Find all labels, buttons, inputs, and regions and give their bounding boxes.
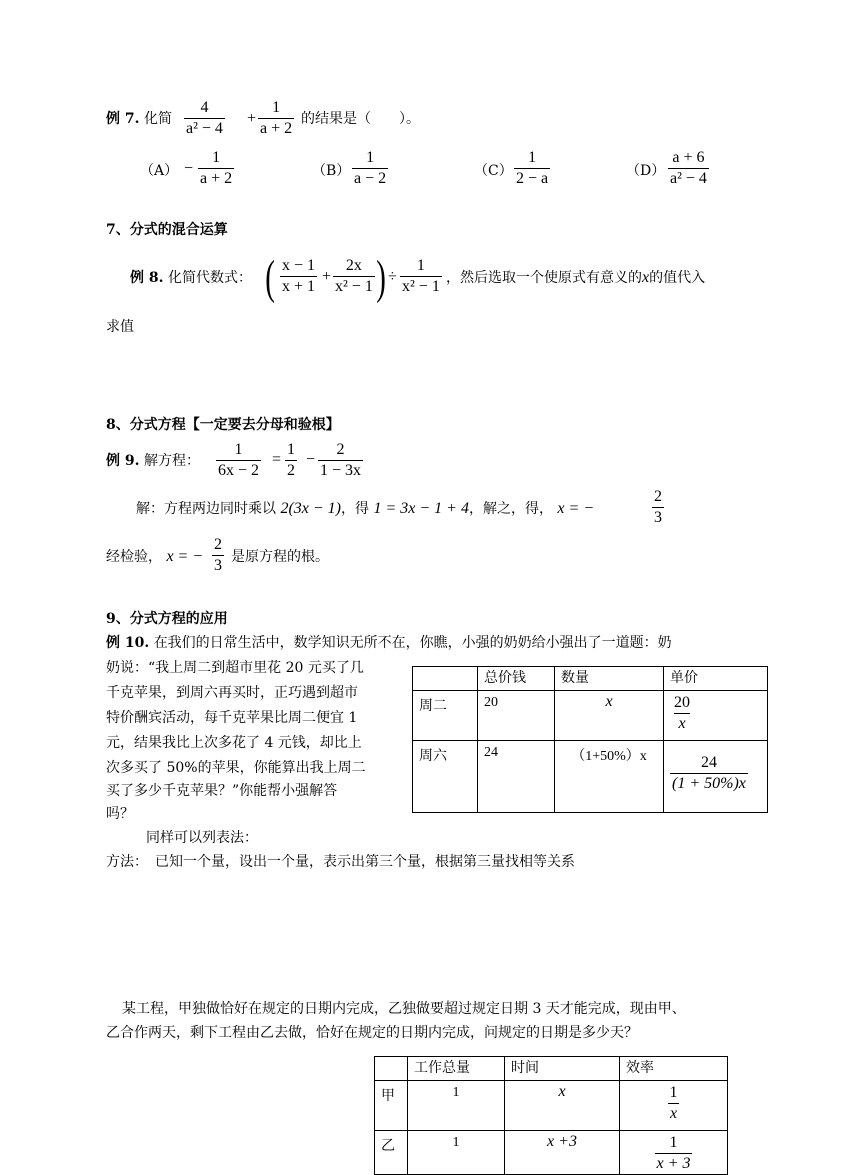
ex9-sol-frac-num: 2 (654, 488, 662, 505)
table-cell-time-text: x (558, 1083, 566, 1100)
ex9-line (106, 452, 200, 470)
ex10-dot: . (144, 635, 150, 651)
table-header-cell: 效率 (620, 1057, 728, 1081)
ex7-plus: + (247, 110, 257, 127)
efficiency-num: 1 (669, 1084, 678, 1101)
ex9-sol-fraction (652, 487, 664, 528)
ex9-check-x: x = − (166, 548, 204, 565)
ex9-equals: = (272, 451, 282, 468)
ex8-left-paren: ( (265, 251, 275, 304)
ex8-plus: + (322, 268, 332, 285)
ex9-sol-mid: ，得 (341, 501, 370, 517)
ex9-fraction-2 (285, 440, 297, 481)
table-cell-qty: （1+50%）x (555, 741, 664, 813)
ex8-suffix (446, 269, 705, 287)
ex7-option-b-num: 1 (366, 149, 375, 166)
ex7-suffix: 的结果是（ ）。 (301, 111, 420, 127)
efficiency-den: x (669, 1105, 678, 1122)
efficiency-num: 1 (669, 1134, 678, 1151)
table-header-cell (375, 1057, 408, 1081)
ex10-line-1-text: 在我们的日常生活中，数学知识无所不在，你瞧，小强的奶奶给小强出了一道题：奶 (153, 635, 672, 651)
ex8-f2-num: 2x (345, 257, 362, 274)
table-row (413, 691, 768, 741)
ex7-line (106, 110, 172, 128)
ex9-sol-x: x = − (557, 500, 595, 517)
same-method-line: 同样可以列表法： (146, 830, 258, 846)
ex7-option-c-fraction (514, 148, 550, 189)
ex7-f2-den: a + 2 (260, 120, 293, 137)
ex7-option-b-label: （B） (312, 163, 351, 179)
table-cell-day: 周六 (413, 741, 478, 813)
ex7-option-c-num: 1 (528, 149, 537, 166)
ex9-check-prefix: 经检验， (106, 549, 162, 565)
ex9-sol-equation: 1 = 3x − 1 + 4 (373, 500, 469, 517)
ex9-sol-mid2: ，解之，得， (468, 501, 553, 517)
ex10-text-line: 奶说：“我上周二到超市里花 20 元买了几 (106, 660, 364, 676)
ex7-prefix: 化简 (143, 111, 172, 127)
ex7-option-b-den: a − 2 (354, 170, 387, 187)
ex8-suffix-text-2: 的值代入 (649, 270, 706, 286)
table-header-cell: 单价 (664, 667, 768, 691)
ex8-fraction-1 (280, 256, 317, 297)
ex10-label: 例 10 (106, 635, 145, 651)
ex8-line-2: 求值 (106, 319, 134, 335)
ex8-label: 例 8 (130, 270, 159, 286)
ex8-suffix-text: ，然后选取一个使原式有意义的 (446, 270, 642, 286)
ex9-sol-multiplier: 2(3x − 1) (280, 500, 342, 517)
ex7-label: 例 7 (106, 111, 135, 127)
table-cell-time (505, 1131, 620, 1175)
table-cell-total: 1 (408, 1131, 505, 1175)
table-cell-who: 乙 (375, 1131, 408, 1175)
price-den: (1 + 50%)x (672, 775, 746, 792)
table-cell-total: 24 (478, 741, 555, 813)
ex7-option-d-label: （D） (626, 163, 666, 179)
ex7-option-d-den: a² − 4 (670, 170, 707, 187)
ex7-option-a-sign: − (184, 160, 194, 177)
ex10-text-line: 买了多少千克苹果？”你能帮小强解答 (106, 783, 338, 799)
price-fraction (670, 753, 748, 794)
efficiency-fraction (668, 1083, 679, 1124)
ex9-f3-num: 2 (336, 441, 345, 458)
ex9-check-line (106, 548, 203, 566)
efficiency-fraction (655, 1133, 693, 1174)
ex8-f1-den: x + 1 (282, 278, 316, 295)
ex10-table (412, 666, 768, 813)
ex9-f2-den: 2 (287, 462, 295, 479)
ex10-text-line: 吗？ (106, 806, 134, 822)
ex8-f2-den: x² − 1 (335, 278, 373, 295)
ex9-check-frac-num: 2 (214, 536, 222, 553)
ex7-dot: . (134, 111, 140, 127)
ex9-solution-line (136, 500, 594, 518)
ex10-line-1 (106, 634, 672, 652)
ex7-f2-num: 1 (272, 99, 281, 116)
table-header-cell (413, 667, 478, 691)
table-row (375, 1131, 728, 1175)
work-table (374, 1056, 728, 1175)
work-problem-line-1: 某工程，甲独做恰好在规定的日期内完成，乙独做要超过规定日期 3 天才能完成，现由甲、 (122, 1001, 686, 1017)
ex8-f3-den: x² − 1 (402, 278, 440, 295)
ex8-f3-num: 1 (416, 257, 425, 274)
section-9-title: 9、分式方程的应用 (106, 611, 228, 627)
table-cell-qty (555, 691, 664, 741)
efficiency-den: x + 3 (656, 1155, 691, 1172)
ex9-f1-num: 1 (234, 441, 243, 458)
table-cell-who: 甲 (375, 1081, 408, 1131)
ex8-dot: . (158, 270, 164, 286)
table-header-cell: 时间 (505, 1057, 620, 1081)
ex9-fraction-1 (216, 440, 261, 481)
ex8-fraction-2 (333, 256, 375, 297)
ex7-option-a-den: a + 2 (200, 170, 233, 187)
ex7-option-a-label: （A） (140, 163, 179, 179)
ex8-f1-num: x − 1 (282, 257, 316, 274)
ex9-check-fraction (212, 535, 224, 576)
section-7-title: 7、分式的混合运算 (106, 222, 228, 238)
ex7-option-a-num: 1 (212, 149, 221, 166)
table-row (413, 741, 768, 813)
table-header-row (375, 1057, 728, 1081)
ex8-right-paren: ) (376, 251, 386, 304)
ex9-fraction-3 (318, 440, 363, 481)
table-cell-qty-text: x (605, 693, 613, 710)
ex9-f3-den: 1 − 3x (320, 462, 362, 479)
ex9-dot: . (134, 453, 140, 469)
ex9-check-suffix: 是原方程的根。 (231, 549, 329, 565)
ex9-f2-num: 1 (287, 441, 295, 458)
ex7-option-b-fraction (352, 148, 388, 189)
ex10-text-line: 特价酬宾活动，每千克苹果比周二便宜 1 (106, 710, 358, 726)
ex9-prefix: 解方程： (143, 453, 200, 469)
table-header-cell: 总价钱 (478, 667, 555, 691)
ex8-divide: ÷ (388, 268, 397, 285)
price-num: 20 (674, 694, 690, 711)
ex9-label: 例 9 (106, 453, 135, 469)
price-den: x (674, 713, 689, 734)
ex8-var-x: x (642, 269, 650, 286)
ex7-fraction-1 (184, 98, 225, 139)
price-num: 24 (700, 754, 717, 771)
ex9-f1-den: 6x − 2 (218, 462, 260, 479)
ex7-option-a-fraction (198, 148, 234, 189)
ex10-text-line: 元，结果我比上次多花了 4 元钱，却比上 (106, 735, 362, 751)
table-cell-time-text: x +3 (547, 1133, 577, 1150)
table-header-cell: 数量 (555, 667, 664, 691)
ex9-sol-prefix: 解：方程两边同时乘以 (136, 501, 276, 517)
ex7-option-d-num: a + 6 (672, 149, 705, 166)
ex8-fraction-3 (400, 256, 442, 297)
ex8-prefix: 化简代数式： (167, 270, 252, 286)
ex7-f1-den: a² − 4 (186, 120, 223, 137)
ex7-option-d-fraction (668, 148, 709, 189)
table-cell-price (664, 691, 768, 741)
table-cell-total: 20 (478, 691, 555, 741)
table-header-cell: 工作总量 (408, 1057, 505, 1081)
table-cell-day: 周二 (413, 691, 478, 741)
ex7-option-c-den: 2 − a (516, 170, 549, 187)
table-cell-efficiency (620, 1081, 728, 1131)
ex9-minus: − (306, 451, 316, 468)
ex8-line (130, 269, 252, 287)
table-cell-efficiency (620, 1131, 728, 1175)
ex7-f1-num: 4 (200, 99, 209, 116)
price-fraction (674, 693, 690, 734)
ex9-check-frac-den: 3 (214, 557, 222, 574)
ex10-text-line: 千克苹果，到周六再买时，正巧遇到超市 (106, 685, 358, 701)
table-cell-time (505, 1081, 620, 1131)
ex10-text-line: 次多买了 50%的苹果，你能算出我上周二 (106, 760, 366, 776)
ex7-fraction-2 (258, 98, 294, 139)
method-line: 方法： 已知一个量，设出一个量，表示出第三个量，根据第三量找相等关系 (106, 854, 575, 870)
table-header-row (413, 667, 768, 691)
ex9-sol-frac-den: 3 (654, 509, 662, 526)
ex7-option-c-label: （C） (474, 163, 513, 179)
section-8-title: 8、分式方程【一定要去分母和验根】 (106, 417, 340, 433)
table-cell-price (664, 741, 768, 813)
table-row (375, 1081, 728, 1131)
work-problem-line-2: 乙合作两天，剩下工程由乙去做，恰好在规定的日期内完成，问规定的日期是多少天？ (106, 1025, 638, 1041)
table-cell-total: 1 (408, 1081, 505, 1131)
